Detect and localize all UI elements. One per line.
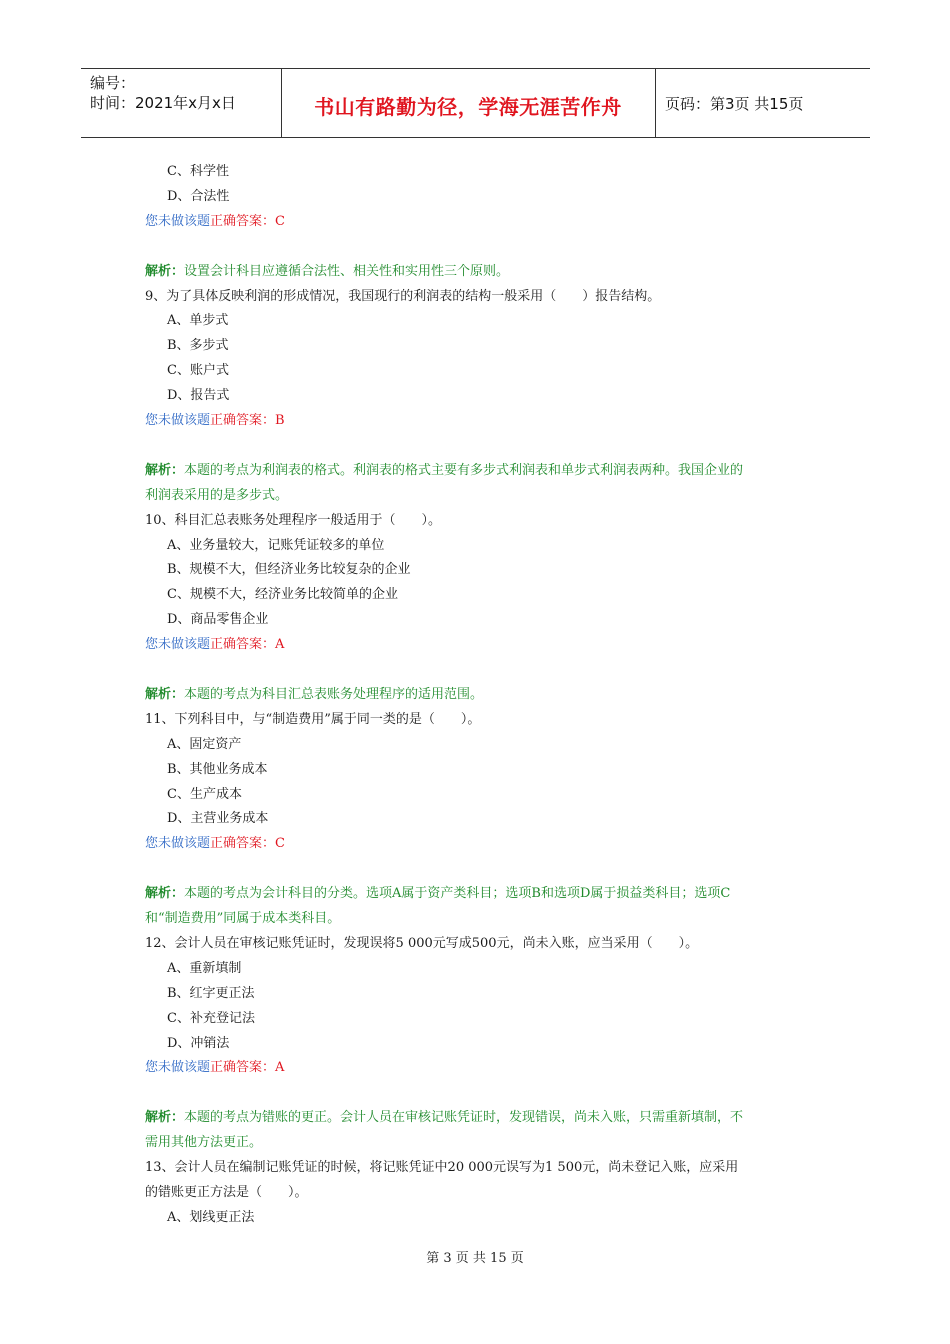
question-text: 的错账更正方法是（ ）。: [145, 1184, 308, 1200]
header-page-cell: [656, 69, 870, 137]
correct-answer: 正确答案：A: [210, 1060, 285, 1076]
answer-option: D、报告式: [167, 388, 230, 404]
answer-option: C、科学性: [167, 164, 229, 179]
question-text: 13、会计人员在编制记账凭证的时候，将记账凭证中20 000元误写为1 500元，尚未登记入账，应采用: [145, 1160, 739, 1175]
header-motto-cell: [281, 69, 656, 137]
answer-option: A、业务量较大，记账凭证较多的单位: [167, 537, 385, 553]
question-text: 12、会计人员在审核记账凭证时，发现误将5 000元写成500元，尚未入账，应当采用（ ）。: [145, 935, 699, 951]
answer-option: A、划线更正法: [167, 1209, 255, 1225]
answer-option: C、规模不大，经济业务比较简单的企业: [167, 587, 398, 603]
answer-option: A、固定资产: [167, 736, 242, 752]
answer-option: B、红字更正法: [167, 985, 255, 1001]
header-info-cell: [81, 69, 282, 137]
answer-option: C、账户式: [167, 363, 229, 379]
correct-answer: 正确答案：C: [210, 836, 285, 852]
question-text: 9、为了具体反映利润的形成情况，我国现行的利润表的结构一般采用（ ）报告结构。: [145, 288, 661, 304]
explanation-continuation: 需用其他方法更正。: [145, 1135, 263, 1151]
answer-option: D、主营业务成本: [167, 811, 269, 827]
not-answered-label: 您未做该题: [145, 213, 211, 229]
explanation-line: [145, 882, 730, 901]
question-text: 10、科目汇总表账务处理程序一般适用于（ ）。: [145, 512, 442, 528]
explanation-label: 解析：: [145, 462, 185, 478]
document-number-label: 编号：: [90, 74, 136, 92]
page-footer: 第 3 页 共 15 页: [426, 1251, 524, 1266]
explanation-continuation: 利润表采用的是多步式。: [145, 487, 289, 503]
answer-status-line: [145, 409, 285, 428]
explanation-label: 解析：: [145, 263, 185, 279]
not-answered-label: 您未做该题: [145, 637, 211, 653]
explanation-text: 设置会计科目应遵循合法性、相关性和实用性三个原则。: [184, 263, 510, 279]
correct-answer: 正确答案：B: [210, 413, 285, 428]
correct-answer: 正确答案：A: [210, 637, 285, 653]
answer-status-line: [145, 633, 284, 652]
answer-option: C、补充登记法: [167, 1010, 255, 1026]
answer-option: A、重新填制: [167, 960, 242, 976]
answer-option: B、其他业务成本: [167, 761, 268, 777]
explanation-label: 解析：: [145, 1110, 185, 1126]
answer-status-line: [145, 832, 285, 851]
explanation-text: 本题的考点为科目汇总表账务处理程序的适用范围。: [184, 686, 484, 702]
question-text: 11、下列科目中，与“制造费用”属于同一类的是（ ）。: [145, 711, 481, 727]
answer-option: A、单步式: [167, 313, 229, 329]
explanation-text: 本题的考点为利润表的格式。利润表的格式主要有多步式利润表和单步式利润表两种。我国企业的: [184, 462, 744, 478]
explanation-line: [145, 683, 483, 702]
explanation-line: [145, 260, 509, 279]
page-header: [81, 68, 870, 138]
explanation-label: 解析：: [145, 686, 185, 702]
header-motto: 书山有路勤为径，学海无涯苦作舟: [314, 95, 622, 119]
not-answered-label: 您未做该题: [145, 1060, 211, 1076]
header-page-code: 页码：第3页 共15页: [665, 95, 804, 113]
answer-option: D、冲销法: [167, 1035, 230, 1051]
explanation-line: [145, 1106, 743, 1125]
answer-status-line: [145, 210, 285, 229]
answer-status-line: [145, 1056, 284, 1075]
explanation-line: [145, 459, 743, 478]
answer-option: B、多步式: [167, 338, 229, 354]
document-date: 时间：2021年x月x日: [90, 94, 236, 112]
explanation-continuation: 和“制造费用”同属于成本类科目。: [145, 911, 341, 926]
explanation-text: 本题的考点为会计科目的分类。选项A属于资产类科目；选项B和选项D属于损益类科目；选项C: [184, 886, 731, 902]
correct-answer: 正确答案：C: [210, 213, 285, 229]
explanation-label: 解析：: [145, 886, 185, 902]
answer-option: C、生产成本: [167, 786, 242, 802]
answer-option: B、规模不大，但经济业务比较复杂的企业: [167, 562, 411, 578]
not-answered-label: 您未做该题: [145, 413, 211, 428]
answer-option: D、商品零售企业: [167, 612, 269, 628]
explanation-text: 本题的考点为错账的更正。会计人员在审核记账凭证时，发现错误，尚未入账，只需重新填制，不: [184, 1110, 744, 1126]
not-answered-label: 您未做该题: [145, 836, 211, 852]
answer-option: D、合法性: [167, 188, 230, 204]
